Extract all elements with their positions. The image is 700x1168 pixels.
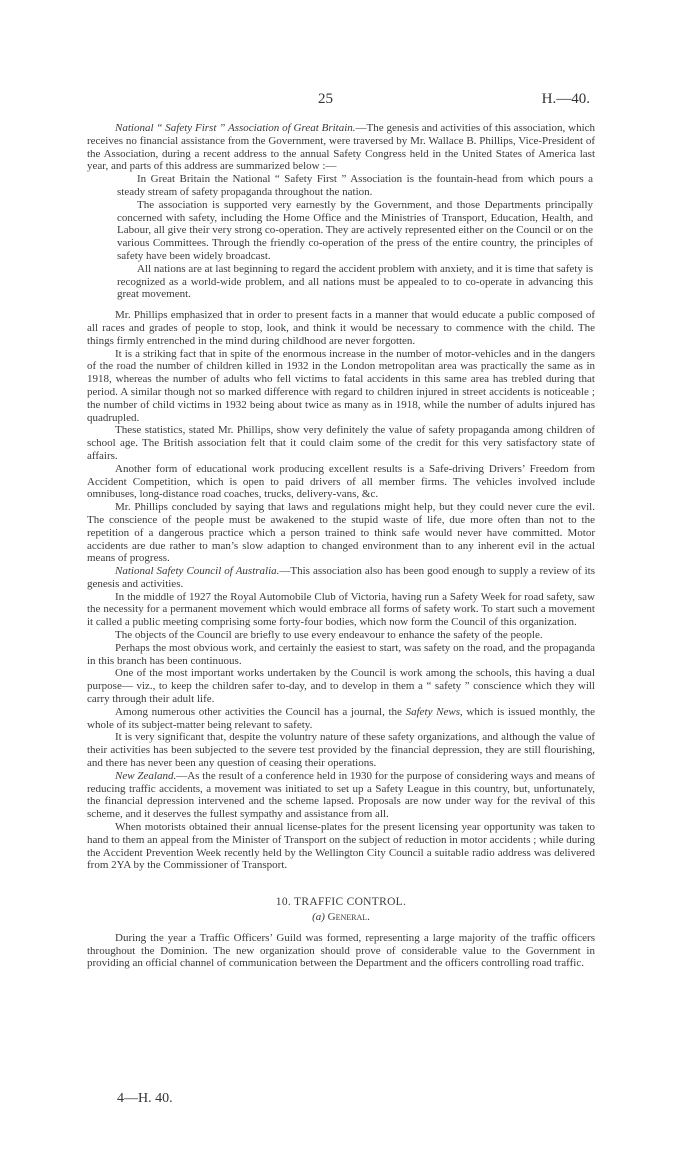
document-code: H.—40. (541, 91, 590, 107)
body-text (87, 122, 595, 970)
paragraph-safety-news (87, 706, 595, 732)
paragraph-heading: National Safety Council of Australia. (115, 565, 280, 578)
section-title: 10. TRAFFIC CONTROL. (275, 896, 407, 909)
paragraph: These statistics, stated Mr. Phillips, show very definitely the value of safety propaganda among children of school age. The British association felt that it could claim some of the credit for this very satisfactory state of affairs. (87, 424, 595, 462)
paragraph-heading: New Zealand. (115, 769, 177, 782)
quote-paragraph: The association is supported very earnestly by the Government, and those Departments principally concerned with safety, including the Home Office and the Ministries of Transport, Education, Health, and Labour, all give their very strong co-operation. They are actively represented either on the Council or on the various Committees. Through the friendly co-operation of the press of the entire country, the principles of safety have been widely broadcast. (117, 198, 593, 262)
paragraph-british-association (87, 122, 595, 173)
paragraph: Perhaps the most obvious work, and certainly the easiest to start, was safety on the road, and the propaganda in this branch has been continuous. (87, 641, 595, 667)
paragraph: The objects of the Council are briefly to use every endeavour to enhance the safety of the people. (115, 629, 543, 642)
paragraph-text: —As the result of a conference held in 1930 for the purpose of considering ways and means of reducing traffic accidents, a movement was initiated to set up a Safety League in this country, but, unfortunately, the financial depression intervened and the scheme lapsed. Proposals are now under way for the revival of this scheme, and it deserves the fullest sympathy and assistance from all. (87, 769, 595, 821)
paragraph-traffic-guild: During the year a Traffic Officers’ Guild was formed, representing a large majority of the traffic officers throughout the Dominion. The new organization should prove of considerable value to the Government in providing an official channel of communication between the Department and the officers controlling road traffic. (87, 931, 595, 970)
paragraph-text: Among numerous other activities the Council has a journal, the (115, 705, 406, 718)
subsection-label: (a) (312, 911, 328, 924)
journal-title: Safety News (405, 705, 460, 718)
page-number: 25 (318, 91, 333, 107)
paragraph: In the middle of 1927 the Royal Automobile Club of Victoria, having run a Safety Week for road safety, saw the necessity for a permanent movement which would embrace all forms of safety work. To start such a movement it called a public meeting comprising some forty-four bodies, which now form the Council of this organization. (87, 590, 595, 629)
quote-paragraph: All nations are at last beginning to regard the accident problem with anxiety, and it is time that safety is recognized as a world-wide problem, and all nations must be appealed to to co-operate in advancing this great movement. (117, 262, 593, 301)
paragraph: Another form of educational work producing excellent results is a Safe-driving Drivers’ Freedom from Accident Competition, which is open to paid drivers of all member firms. The vehicles involved include omnibuses, long-distance road coaches, trucks, delivery-vans, &c. (87, 462, 595, 501)
paragraph-new-zealand (87, 770, 595, 821)
quote-paragraph: In Great Britain the National “ Safety First ” Association is the fountain-head from which pours a steady stream of safety propaganda throughout the nation. (117, 173, 593, 198)
paragraph: It is very significant that, despite the voluntry nature of these safety organizations, and although the value of their activities has been subjected to the severe test provided by the financial depression, they are still flourishing, and there has never been any question of ceasing their operations. (87, 731, 595, 770)
paragraph-heading: National “ Safety First ” Association of Great Britain. (115, 122, 356, 134)
subsection-name: General. (327, 911, 370, 924)
paragraph-australian-council (87, 565, 595, 591)
page-header (0, 91, 700, 109)
paragraph: Mr. Phillips concluded by saying that laws and regulations might help, but they could never cure the evil. The conscience of the people must be awakened to the stupid waste of life, due more often than not to the repetition of a dangerous practice which a person trained to think safe would never have committed. Motor accidents are due rather to man’s slow adaption to changed environment than to any inherent evil in the actual means of progress. (87, 501, 595, 565)
subsection-title (87, 911, 595, 924)
paragraph: When motorists obtained their annual license-plates for the present licensing year opportunity was taken to hand to them an appeal from the Minister of Transport on the subject of reduction in motor accidents ; while during the Accident Prevention Week recently held by the Wellington City Council a suitable radio address was delivered from 2YA by the Commissioner of Transport. (87, 821, 595, 872)
paragraph: It is a striking fact that in spite of the enormous increase in the number of motor-vehicles and in the dangers of the road the number of children killed in 1932 in the London metropolitan area was practically the same as in 1918, whereas the number of adults who fell victims to fatal accidents in this same area has trebled during that period. A similar though not so marked difference with regard to children injured in street accidents is noticeable ; the number of child victims in 1932 being about twice as many as in 1918, while the number of adults injured has quadrupled. (87, 347, 595, 424)
paragraph: One of the most important works undertaken by the Council is work among the schools, this having a dual purpose— viz., to keep the children safer to-day, and to develop in them a “ safety ” conscience which they will carry through their adult life. (87, 667, 595, 706)
signature-mark: 4—H. 40. (117, 1091, 173, 1106)
paragraph-text: , which is issued monthly, the whole of its subject-matter being relevant to safety. (87, 705, 595, 731)
paragraph: Mr. Phillips emphasized that in order to present facts in a manner that would educate a public composed of all races and grades of people to stop, look, and think it would be necessary to commence with the child. The things firmly entrenched in the mind during childhood are never forgotten. (87, 309, 595, 347)
quoted-address (117, 173, 593, 301)
paragraph-text: —This association also has been good enough to supply a review of its genesis and activities. (87, 565, 595, 590)
paragraph-text: —The genesis and activities of this association, which receives no financial assistance from the Government, were traversed by Mr. Wallace B. Phillips, Vice-President of the Association, during a recent address to the annual Safety Congress held in the United States of America last year, and parts of this address are summarized below :— (87, 122, 596, 173)
